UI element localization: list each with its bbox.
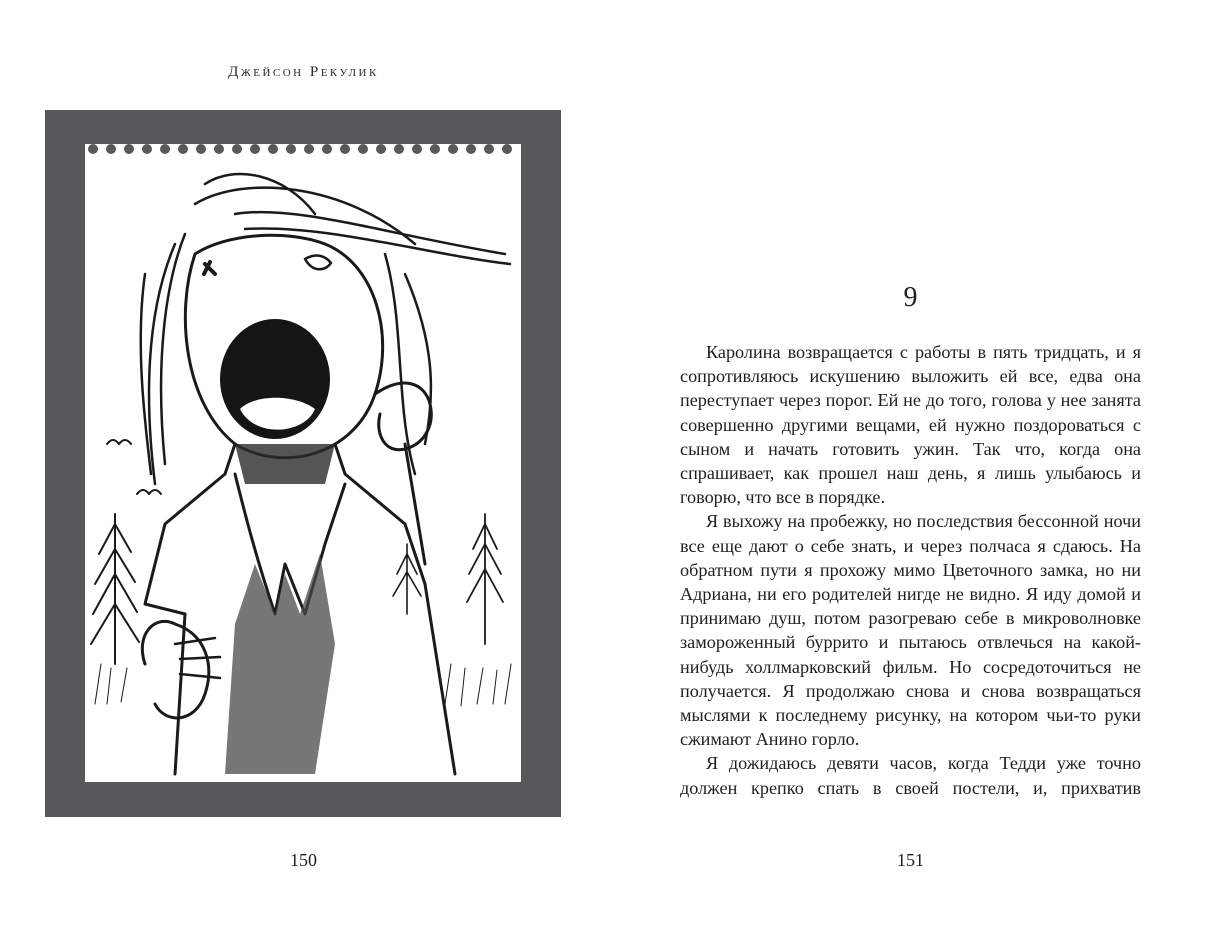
paragraph-2: Я выхожу на пробежку, но последствия бессонной ночи все еще дают о себе знать, и через полчаса я сдаюсь. На обратном пути я прохожу мимо Цветочного замка, но ни Адриана, ни его родителей нигде не видно. Я иду домой и принимаю душ, потом разогреваю себе в микроволновке замороженный буррито и пытаюсь отвлечься на какой-нибудь холлмарковский фильм. Но сосредоточиться не получается. Я продолжаю снова и снова возвращаться мыслями к последнему рисунку, на котором чьи-то руки сжимают Анино горло.: [680, 511, 1141, 750]
right-tree: [467, 514, 503, 644]
left-tree: [91, 514, 139, 664]
child-drawing-screaming-figure: [85, 144, 521, 782]
spiral-holes: [88, 144, 512, 154]
hair: [141, 174, 510, 484]
chapter-body-text: [680, 340, 1141, 800]
page-number-left: 150: [290, 850, 317, 870]
page-number-right: 151: [897, 850, 924, 870]
illustration-frame: [45, 110, 561, 817]
paragraph-3: Я дожидаюсь девяти часов, когда Тедди уже точно должен крепко спать в своей постели, и, прихватив: [680, 753, 1141, 798]
chapter-number: 9: [903, 282, 918, 313]
right-page: [607, 0, 1214, 950]
notepad-sheet: [85, 144, 521, 782]
running-head-author: Джейсон Рекулик: [228, 64, 379, 80]
small-tree: [393, 544, 421, 614]
paragraph-1: Каролина возвращается с работы в пять тридцать, и я сопротивляюсь искушению выложить ей все, едва она переступает через порог. Ей не до того, голова у нее занята совершенно другими вещами, ей нужно поздороваться с сыном и начать готовить ужин. Так что, когда она спрашивает, как прошел наш день, я лишь улыбаюсь и говорю, что все в порядке.: [680, 342, 1141, 508]
